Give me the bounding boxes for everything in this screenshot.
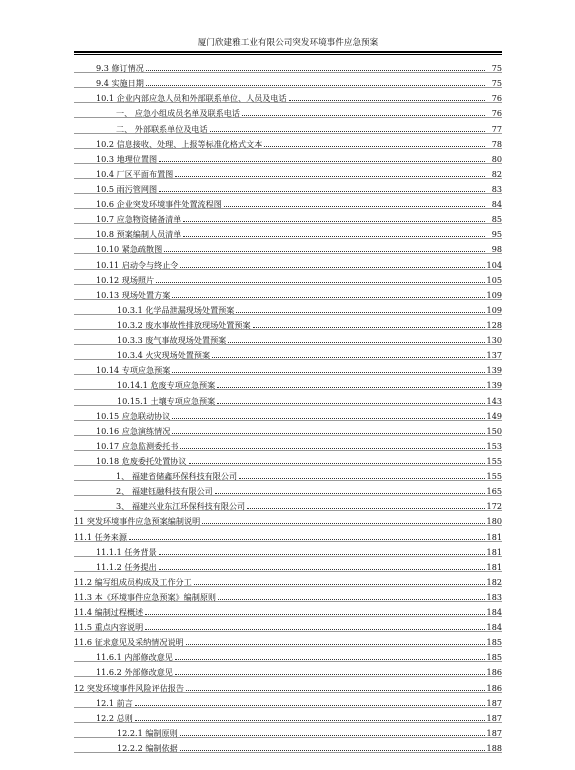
toc-entry[interactable] — [74, 632, 502, 647]
toc-entry[interactable] — [74, 179, 502, 194]
toc-entry-page: 75 — [491, 63, 502, 74]
toc-leader-dots — [289, 100, 485, 101]
toc-entry-page: 139 — [486, 365, 502, 376]
toc-entry-page: 187 — [486, 727, 502, 738]
toc-entry-page: 181 — [486, 561, 502, 572]
toc-leader-dots — [183, 236, 485, 237]
toc-entry[interactable] — [74, 285, 502, 300]
toc-leader-dots — [217, 403, 485, 404]
toc-entry-title: 10.4 厂区平面布置图 — [96, 168, 174, 179]
toc-entry-title: 10.2 信息接收、处理、上报等标准化格式文本 — [96, 138, 263, 149]
toc-entry[interactable] — [74, 677, 502, 692]
toc-entry-title: 10.1 企业内部应急人员和外部联系单位、人员及电话 — [96, 93, 287, 104]
toc-entry[interactable] — [74, 375, 502, 390]
toc-entry-page: 155 — [486, 455, 502, 466]
toc-entry-page: 150 — [486, 425, 502, 436]
toc-entry-title: 10.3.2 废水事故性排放现场处置预案 — [117, 319, 251, 330]
toc-entry-page: 84 — [491, 199, 502, 210]
toc-entry-page: 149 — [486, 410, 502, 421]
toc-entry[interactable] — [74, 451, 502, 466]
toc-entry[interactable] — [74, 360, 502, 375]
toc-entry-title: 11.5 重点内容说明 — [74, 622, 144, 633]
toc-entry-title: 11.6.1 内部修改意见 — [96, 652, 173, 663]
toc-entry-title: 10.14.1 危废专项应急预案 — [117, 380, 216, 391]
toc-entry[interactable] — [74, 496, 502, 511]
toc-entry-page: 139 — [486, 380, 502, 391]
toc-entry-page: 109 — [486, 289, 502, 300]
toc-entry-title: 12.2 总则 — [96, 712, 133, 723]
toc-entry[interactable] — [74, 239, 502, 254]
toc-entry-page: 185 — [486, 652, 502, 663]
toc-leader-dots — [228, 342, 485, 343]
toc-leader-dots — [145, 614, 485, 615]
toc-leader-dots — [253, 327, 485, 328]
toc-leader-dots — [183, 221, 485, 222]
toc-entry[interactable] — [74, 194, 502, 209]
toc-entry[interactable] — [74, 526, 502, 541]
toc-entry-title: 10.15.1 土壤专项应急预案 — [117, 395, 216, 406]
toc-entry-title: 12.2.1 编制原则 — [117, 727, 178, 738]
toc-entry[interactable] — [74, 270, 502, 285]
toc-entry-title: 12.2.2 编制依据 — [117, 743, 178, 754]
toc-leader-dots — [247, 508, 485, 509]
toc-entry-title: 11.3 本《环境事件应急预案》编制原则 — [74, 591, 217, 602]
toc-leader-dots — [129, 539, 485, 540]
toc-entry-title: 10.3.3 废气事故现场处置预案 — [117, 335, 227, 346]
toc-entry-title: 11.1.1 任务背景 — [96, 546, 157, 557]
toc-entry-title: 10.3 地理位置图 — [96, 153, 158, 164]
toc-entry[interactable] — [74, 224, 502, 239]
toc-entry[interactable] — [74, 481, 502, 496]
toc-entry-page: 77 — [491, 123, 502, 134]
toc-leader-dots — [180, 735, 485, 736]
toc-entry[interactable] — [74, 73, 502, 88]
toc-entry-page: 137 — [486, 350, 502, 361]
toc-leader-dots — [172, 433, 485, 434]
toc-leader-dots — [145, 629, 485, 630]
toc-leader-dots — [218, 599, 485, 600]
toc-entry[interactable] — [74, 466, 502, 481]
toc-entry[interactable] — [74, 738, 502, 753]
toc-entry-page: 180 — [486, 516, 502, 527]
toc-entry-title: 11.6.2 外部修改意见 — [96, 667, 173, 678]
toc-leader-dots — [164, 251, 485, 252]
toc-entry-title: 10.8 预案编制人员清单 — [96, 229, 182, 240]
toc-entry-page: 82 — [491, 168, 502, 179]
toc-entry-title: 11.2 编写组成员构成及工作分工 — [74, 576, 192, 587]
toc-entry-title: 12 突发环境事件风险评估报告 — [74, 682, 184, 693]
toc-entry[interactable] — [74, 723, 502, 738]
toc-entry[interactable] — [74, 708, 502, 723]
toc-entry-title: 10.3.1 化学品泄漏现场处置预案 — [117, 304, 235, 315]
toc-entry-page: 153 — [486, 440, 502, 451]
table-of-contents — [74, 58, 502, 753]
toc-entry-page: 76 — [491, 93, 502, 104]
toc-entry-title: 10.17 应急监测委托书 — [96, 440, 179, 451]
toc-entry-title: 10.18 危废委托处置协议 — [96, 455, 187, 466]
toc-entry-page: 78 — [491, 138, 502, 149]
toc-leader-dots — [135, 705, 485, 706]
toc-entry[interactable] — [74, 390, 502, 405]
toc-leader-dots — [172, 372, 485, 373]
toc-leader-dots — [159, 191, 485, 192]
toc-entry-title: 9.4 实施日期 — [96, 78, 144, 89]
toc-leader-dots — [159, 569, 485, 570]
toc-entry[interactable] — [74, 88, 502, 103]
toc-entry[interactable] — [74, 330, 502, 345]
toc-entry[interactable] — [74, 647, 502, 662]
toc-entry-page: 128 — [486, 319, 502, 330]
toc-leader-dots — [217, 387, 485, 388]
toc-entry-title: 11.1.2 任务提出 — [96, 561, 157, 572]
toc-entry-page: 186 — [486, 682, 502, 693]
toc-entry-page: 155 — [486, 471, 502, 482]
toc-leader-dots — [172, 297, 485, 298]
toc-entry-title: 9.3 修订情况 — [96, 63, 144, 74]
toc-entry-page: 165 — [486, 486, 502, 497]
toc-leader-dots — [175, 176, 485, 177]
toc-entry-page: 75 — [491, 78, 502, 89]
toc-entry-page: 143 — [486, 395, 502, 406]
toc-leader-dots — [189, 463, 486, 464]
toc-entry[interactable] — [74, 602, 502, 617]
toc-leader-dots — [146, 70, 485, 71]
toc-entry-page: 187 — [486, 712, 502, 723]
toc-entry-title: 二、 外部联系单位及电话 — [116, 123, 208, 134]
toc-entry-page: 98 — [491, 244, 502, 255]
toc-leader-dots — [175, 659, 485, 660]
toc-entry-title: 11.1 任务来源 — [74, 531, 127, 542]
toc-entry-title: 1、 福建省储鑫环保科技有限公司 — [116, 471, 238, 482]
toc-entry-page: 184 — [486, 607, 502, 618]
toc-entry-title: 10.7 应急物资储备清单 — [96, 214, 182, 225]
toc-entry-page: 83 — [491, 183, 502, 194]
toc-entry-page: 184 — [486, 622, 502, 633]
toc-entry[interactable] — [74, 557, 502, 572]
toc-entry-title: 10.13 现场处置方案 — [96, 289, 171, 300]
toc-entry[interactable] — [74, 58, 502, 73]
toc-entry[interactable] — [74, 436, 502, 451]
toc-leader-dots — [159, 161, 485, 162]
toc-entry-title: 10.16 应急演练情况 — [96, 425, 171, 436]
toc-leader-dots — [202, 523, 485, 524]
toc-entry-page: 172 — [486, 501, 502, 512]
toc-entry[interactable] — [74, 118, 502, 133]
toc-entry-page: 80 — [491, 153, 502, 164]
toc-entry-page: 104 — [486, 259, 502, 270]
toc-leader-dots — [194, 584, 485, 585]
toc-entry-page: 187 — [486, 697, 502, 708]
header-rule-thin — [74, 54, 502, 55]
toc-entry-title: 10.12 现场照片 — [96, 274, 155, 285]
toc-entry-title: 10.14 专项应急预案 — [96, 365, 171, 376]
toc-entry[interactable] — [74, 617, 502, 632]
toc-leader-dots — [186, 644, 485, 645]
toc-leader-dots — [264, 146, 485, 147]
toc-entry[interactable] — [74, 300, 502, 315]
page-header: 厦门欣建雅工业有限公司突发环境事件应急预案 — [197, 38, 379, 48]
toc-entry-title: 10.15 应急联动协议 — [96, 410, 171, 421]
toc-entry-page: 181 — [486, 546, 502, 557]
toc-entry[interactable] — [74, 345, 502, 360]
toc-leader-dots — [146, 85, 485, 86]
toc-entry-page: 182 — [486, 576, 502, 587]
toc-row-rule — [74, 752, 502, 753]
toc-entry-page: 181 — [486, 531, 502, 542]
toc-entry[interactable] — [74, 572, 502, 587]
toc-leader-dots — [175, 674, 485, 675]
toc-entry-title: 10.10 紧急疏散图 — [96, 244, 163, 255]
toc-leader-dots — [159, 554, 485, 555]
toc-leader-dots — [224, 206, 485, 207]
toc-entry[interactable] — [74, 511, 502, 526]
toc-entry[interactable] — [74, 164, 502, 179]
toc-leader-dots — [180, 750, 485, 751]
toc-leader-dots — [186, 690, 485, 691]
toc-entry-page: 95 — [491, 229, 502, 240]
toc-entry-title: 3、 福建兴业东江环保科技有限公司 — [116, 501, 246, 512]
toc-leader-dots — [180, 448, 485, 449]
toc-entry[interactable] — [74, 693, 502, 708]
toc-entry-page: 109 — [486, 304, 502, 315]
toc-entry-title: 11 突发环境事件应急预案编制说明 — [74, 516, 201, 527]
toc-entry-page: 130 — [486, 335, 502, 346]
toc-entry-page: 76 — [491, 108, 502, 119]
toc-entry[interactable] — [74, 542, 502, 557]
toc-leader-dots — [242, 115, 485, 116]
toc-entry-page: 85 — [491, 214, 502, 225]
header-rule-thick — [74, 51, 502, 53]
toc-entry-title: 一、 应急小组成员名单及联系电话 — [116, 108, 240, 119]
toc-entry-title: 2、 福建钰融科技有限公司 — [116, 486, 213, 497]
toc-leader-dots — [215, 493, 485, 494]
toc-leader-dots — [212, 357, 485, 358]
toc-entry-title: 10.11 启动令与终止令 — [96, 259, 179, 270]
toc-entry[interactable] — [74, 103, 502, 118]
toc-leader-dots — [180, 267, 485, 268]
toc-leader-dots — [239, 478, 485, 479]
toc-entry-page: 185 — [486, 637, 502, 648]
toc-entry-page: 105 — [486, 274, 502, 285]
toc-entry-title: 10.6 企业突发环境事件处置流程图 — [96, 199, 222, 210]
toc-entry-page: 183 — [486, 591, 502, 602]
toc-entry[interactable] — [74, 254, 502, 269]
toc-leader-dots — [172, 418, 485, 419]
toc-entry[interactable] — [74, 209, 502, 224]
toc-entry-title: 12.1 前言 — [96, 697, 133, 708]
toc-entry[interactable] — [74, 406, 502, 421]
toc-leader-dots — [210, 131, 485, 132]
toc-entry-title: 10.3.4 火灾现场处置预案 — [117, 350, 211, 361]
toc-entry[interactable] — [74, 149, 502, 164]
toc-leader-dots — [135, 720, 485, 721]
toc-entry-title: 11.4 编制过程概述 — [74, 607, 144, 618]
toc-entry[interactable] — [74, 421, 502, 436]
toc-entry[interactable] — [74, 315, 502, 330]
toc-entry-page: 186 — [486, 667, 502, 678]
toc-entry-title: 10.5 雨污管网图 — [96, 183, 158, 194]
toc-leader-dots — [156, 282, 485, 283]
toc-entry-title: 11.6 征求意见及采纳情况说明 — [74, 637, 184, 648]
toc-leader-dots — [236, 312, 485, 313]
toc-entry[interactable] — [74, 134, 502, 149]
toc-entry[interactable] — [74, 662, 502, 677]
toc-entry[interactable] — [74, 587, 502, 602]
toc-entry-page: 188 — [486, 743, 502, 754]
